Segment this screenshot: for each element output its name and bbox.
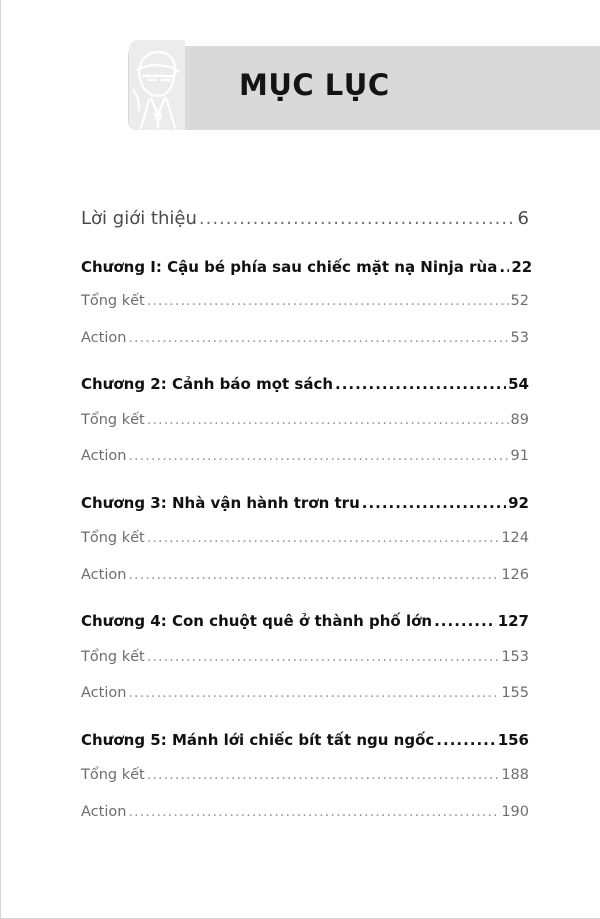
summary-label: Tổng kết <box>81 767 145 783</box>
dot-leader <box>128 330 508 346</box>
toc-entry-summary[interactable] <box>81 293 529 309</box>
toc-entry-summary[interactable] <box>81 767 529 783</box>
toc-entry-action[interactable] <box>81 448 529 464</box>
toc-entry-chapter[interactable] <box>81 731 529 749</box>
chapter-title: Chương 5: Mánh lới chiếc bít tất ngu ngốc <box>81 731 435 749</box>
toc-entry-summary[interactable] <box>81 530 529 546</box>
summary-page: 89 <box>510 412 529 428</box>
action-label: Action <box>81 330 127 346</box>
chapter-page: 92 <box>508 494 529 512</box>
toc-entry-chapter[interactable] <box>81 375 529 393</box>
toc-entry-action[interactable] <box>81 330 529 346</box>
chapter-title: Chương 3: Nhà vận hành trơn tru <box>81 494 360 512</box>
toc-entry-intro[interactable] <box>81 208 529 229</box>
summary-page: 52 <box>510 293 529 309</box>
dot-leader <box>199 208 516 229</box>
action-label: Action <box>81 567 127 583</box>
action-label: Action <box>81 685 127 701</box>
dot-leader <box>128 567 499 583</box>
chapter-page: 127 <box>497 612 529 630</box>
toc-entry-summary[interactable] <box>81 649 529 665</box>
dot-leader <box>499 258 509 276</box>
summary-label: Tổng kết <box>81 649 145 665</box>
dot-leader <box>147 530 500 546</box>
masked-ninja-portrait-icon <box>129 40 185 130</box>
chapter-page: 54 <box>508 375 529 393</box>
dot-leader <box>147 767 500 783</box>
chapter-title: Chương 2: Cảnh báo mọt sách <box>81 375 334 393</box>
dot-leader <box>128 685 499 701</box>
action-page: 190 <box>501 804 529 820</box>
action-page: 53 <box>510 330 529 346</box>
dot-leader <box>434 612 496 630</box>
chapter-page: 156 <box>497 731 529 749</box>
action-label: Action <box>81 448 127 464</box>
chapter-page: 22 <box>511 258 533 276</box>
toc-entry-page: 6 <box>517 208 529 229</box>
action-page: 126 <box>501 567 529 583</box>
toc-entry-action[interactable] <box>81 567 529 583</box>
dot-leader <box>128 448 508 464</box>
dot-leader <box>362 494 506 512</box>
dot-leader <box>335 375 506 393</box>
toc-entry-chapter[interactable] <box>81 494 529 512</box>
action-label: Action <box>81 804 127 820</box>
toc-entry-label: Lời giới thiệu <box>81 208 197 229</box>
toc-entry-action[interactable] <box>81 804 529 820</box>
dot-leader <box>147 293 509 309</box>
page-title: MỤC LỤC <box>239 68 390 102</box>
dot-leader <box>147 412 509 428</box>
toc-entry-action[interactable] <box>81 685 529 701</box>
chapter-title: Chương I: Cậu bé phía sau chiếc mặt nạ Ninja rùa <box>81 258 498 276</box>
dot-leader <box>436 731 495 749</box>
toc-entry-chapter[interactable] <box>81 258 533 276</box>
summary-page: 124 <box>501 530 529 546</box>
action-page: 155 <box>501 685 529 701</box>
chapter-title: Chương 4: Con chuột quê ở thành phố lớn <box>81 612 433 630</box>
toc-entry-chapter[interactable] <box>81 612 529 630</box>
action-page: 91 <box>510 448 529 464</box>
toc-entry-summary[interactable] <box>81 412 529 428</box>
summary-label: Tổng kết <box>81 293 145 309</box>
summary-page: 188 <box>501 767 529 783</box>
dot-leader <box>128 804 499 820</box>
summary-page: 153 <box>501 649 529 665</box>
summary-label: Tổng kết <box>81 530 145 546</box>
summary-label: Tổng kết <box>81 412 145 428</box>
dot-leader <box>147 649 500 665</box>
